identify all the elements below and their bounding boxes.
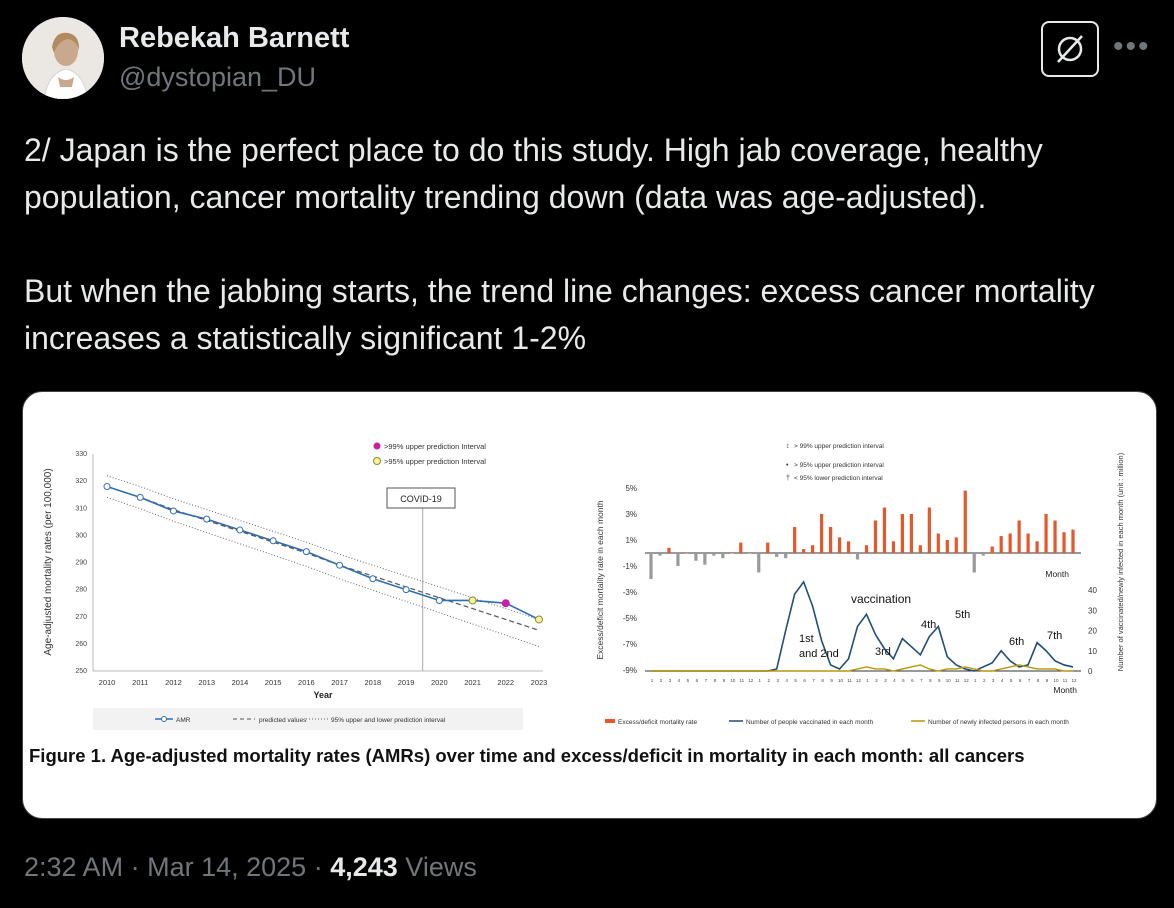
- right-month-tick: 3: [884, 678, 887, 683]
- excess-mortality-bar: [865, 545, 868, 553]
- right-month-tick: 12: [963, 678, 969, 683]
- left-xtick-label: 2015: [264, 678, 282, 687]
- excess-mortality-bar: [982, 553, 985, 556]
- left-xlabel: Year: [313, 690, 333, 700]
- right-month-tick: 11: [1062, 678, 1068, 683]
- legend-interval: 95% upper and lower prediction interval: [331, 717, 446, 724]
- excess-mortality-bar: [1027, 534, 1030, 554]
- excess-mortality-bar: [730, 553, 733, 554]
- tweet-time[interactable]: 2:32 AM: [24, 852, 124, 882]
- tweet-paragraph-2: But when the jabbing starts, the trend line changes: excess cancer mortality increases a statistically significant 1-2%: [24, 273, 1095, 356]
- tweet-text: [24, 127, 1154, 362]
- dose-label-3rd: 3rd: [875, 646, 891, 658]
- right-ylabel-right: Number of vaccinated/newly infected in each month (unit : million): [1116, 452, 1125, 672]
- right-month-tick: 5: [794, 678, 797, 683]
- amr-point: [303, 549, 309, 555]
- right-y2tick-label: 30: [1088, 606, 1097, 616]
- excess-mortality-bar: [946, 540, 949, 553]
- right-month-tick: 11: [954, 678, 960, 683]
- left-xtick-label: 2019: [397, 678, 415, 687]
- right-month-tick: 2: [767, 678, 770, 683]
- right-month-tick: 4: [677, 678, 681, 683]
- left-ytick-label: 330: [75, 451, 87, 458]
- legend-amr-marker: [162, 717, 167, 722]
- right-month-tick: 9: [938, 678, 941, 683]
- right-ytick-label: -9%: [622, 666, 637, 675]
- tweet-paragraph-1: 2/ Japan is the perfect place to do this study. High jab coverage, healthy population, cancer mortality trending down (data was age-adjusted).: [24, 132, 1043, 215]
- left-xtick-label: 2020: [430, 678, 448, 687]
- excess-mortality-bar: [829, 527, 832, 553]
- excess-mortality-bar: [757, 553, 760, 573]
- left-ytick-label: 310: [75, 505, 87, 513]
- excess-mortality-bar: [748, 553, 751, 554]
- more-icon: •••: [1113, 30, 1151, 63]
- right-ylabel-left: Excess/deficit mortality rate in each month: [595, 500, 605, 660]
- right-month-tick: 12: [1071, 678, 1077, 683]
- dose-label-4th: 4th: [921, 619, 937, 631]
- right-ytick-label: -1%: [622, 562, 637, 571]
- right-month-tick: 11: [847, 678, 852, 683]
- excess-mortality-bar: [1062, 532, 1065, 553]
- excess-mortality-bar: [685, 553, 688, 554]
- figure-image: [23, 392, 1156, 818]
- left-legend-top-1: >99% upper prediction Interval: [384, 442, 486, 451]
- right-month-tick: 7: [1027, 678, 1031, 683]
- excess-mortality-bar: [847, 541, 850, 553]
- excess-mortality-bar: [811, 545, 814, 553]
- grok-button[interactable]: [1041, 21, 1099, 77]
- amr-point: [536, 616, 543, 623]
- right-legend-top-2: > 95% upper prediction interval: [794, 462, 884, 469]
- excess-mortality-bar: [1009, 534, 1012, 554]
- right-month-tick: 1: [650, 678, 654, 683]
- amr-point: [137, 494, 143, 500]
- left-ytick-label: 250: [75, 668, 87, 675]
- amr-point: [502, 600, 509, 607]
- excess-mortality-bar: [973, 553, 976, 573]
- excess-mortality-bar: [649, 553, 652, 579]
- excess-mortality-bar: [793, 527, 796, 553]
- vaccination-label: vaccination: [851, 592, 912, 606]
- excess-mortality-bar: [694, 553, 697, 561]
- tweet-date[interactable]: Mar 14, 2025: [147, 852, 307, 882]
- right-month-tick: 9: [722, 678, 726, 683]
- right-month-tick: 6: [1018, 678, 1022, 683]
- excess-mortality-bar: [712, 553, 715, 556]
- right-month-tick: 8: [713, 678, 717, 683]
- right-month-tick: 8: [929, 678, 932, 683]
- right-month-tick: 2: [659, 678, 663, 683]
- right-month-tick: 9: [1045, 678, 1049, 683]
- left-ytick-label: 260: [75, 640, 87, 648]
- legend-vaccinated: Number of people vaccinated in each month: [746, 719, 874, 726]
- left-ytick-label: 290: [75, 559, 87, 567]
- dose-label-and-2nd: and 2nd: [799, 648, 839, 660]
- left-xtick-label: 2011: [132, 678, 149, 687]
- excess-mortality-bar: [901, 514, 904, 553]
- excess-mortality-bar: [892, 541, 895, 553]
- lower-prediction-interval: [107, 497, 539, 646]
- left-xtick-label: 2013: [198, 678, 216, 687]
- excess-mortality-bar: [739, 543, 742, 553]
- grok-icon: [1053, 32, 1087, 66]
- right-month-tick: 7: [812, 678, 815, 683]
- right-month-tick: 10: [730, 678, 736, 683]
- amr-point: [204, 516, 210, 522]
- right-month-tick: 9: [830, 678, 833, 683]
- right-month-tick: 3: [776, 678, 779, 683]
- right-month-tick: 2: [982, 678, 986, 683]
- right-month-label-top: Month: [1045, 569, 1069, 579]
- avatar[interactable]: [22, 17, 104, 99]
- tweet-media-figure[interactable]: [22, 391, 1157, 819]
- right-month-tick: 8: [821, 678, 824, 683]
- excess-mortality-bar: [820, 514, 823, 553]
- amr-point: [270, 538, 276, 544]
- right-month-tick: 4: [1000, 678, 1004, 683]
- excess-mortality-bar: [937, 534, 940, 554]
- left-chart: [43, 442, 547, 730]
- amr-point: [403, 587, 409, 593]
- left-legend-top: [374, 442, 487, 466]
- right-month-tick: 7: [704, 678, 708, 683]
- right-legend-95-glyph: •: [786, 462, 789, 469]
- right-month-tick: 5: [902, 678, 905, 683]
- right-ytick-label: 1%: [625, 536, 637, 545]
- amr-point: [337, 562, 343, 568]
- left-ytick-label: 280: [75, 586, 87, 594]
- right-month-tick: 6: [695, 678, 699, 683]
- excess-mortality-bar: [991, 547, 994, 554]
- dose-label-1st: 1st: [799, 633, 814, 645]
- views-label: Views: [405, 852, 477, 882]
- right-y2tick-label: 10: [1088, 646, 1097, 656]
- excess-mortality-bar: [703, 553, 706, 565]
- infected-line: [651, 665, 1073, 671]
- legend-99-marker: [374, 443, 381, 450]
- excess-mortality-bar: [964, 491, 967, 553]
- excess-mortality-bar: [883, 508, 886, 554]
- right-ytick-label: -5%: [622, 614, 637, 623]
- author-handle[interactable]: @dystopian_DU: [119, 62, 317, 92]
- right-legend-top-1: > 99% upper prediction interval: [794, 443, 884, 450]
- legend-95-marker: [374, 458, 381, 465]
- right-month-label-bottom: Month: [1053, 685, 1077, 695]
- left-legend-top-2: >95% upper prediction Interval: [384, 457, 486, 466]
- left-xtick-label: 2010: [98, 678, 116, 687]
- amr-point: [469, 597, 476, 604]
- right-ytick-label: -7%: [622, 640, 637, 649]
- excess-mortality-bar: [766, 543, 769, 553]
- figure-caption-box: [29, 744, 1149, 810]
- left-xtick-label: 2017: [331, 678, 348, 687]
- right-y2tick-label: 0: [1088, 667, 1093, 676]
- separator-dot: ·: [130, 852, 148, 882]
- separator-dot: ·: [313, 852, 331, 882]
- right-y2tick-label: 20: [1088, 626, 1097, 636]
- right-month-tick: 12: [748, 678, 754, 683]
- legend-amr: AMR: [176, 717, 191, 724]
- right-month-tick: 10: [838, 678, 844, 683]
- excess-mortality-bar: [856, 553, 859, 560]
- excess-mortality-bar: [802, 549, 805, 553]
- right-month-tick: 5: [686, 678, 690, 683]
- excess-mortality-bar: [1018, 521, 1021, 554]
- excess-mortality-bar: [784, 553, 787, 558]
- excess-mortality-bar: [676, 553, 679, 566]
- views-count: 4,243: [330, 852, 398, 882]
- left-xtick-label: 2016: [298, 678, 315, 687]
- legend-excess-swatch: [605, 719, 615, 723]
- excess-mortality-bar: [874, 521, 877, 554]
- right-month-tick: 3: [991, 678, 995, 683]
- left-xtick-label: 2018: [364, 678, 382, 687]
- left-ylabel: Age-adjusted mortality rates (per 100,000): [43, 468, 54, 656]
- right-month-tick: 7: [920, 678, 923, 683]
- tweet-footer: [24, 852, 477, 883]
- excess-mortality-bar: [928, 508, 931, 554]
- right-month-tick: 1: [866, 678, 869, 683]
- excess-mortality-bar: [955, 537, 958, 553]
- right-month-tick: 4: [785, 678, 788, 683]
- left-ytick-label: 300: [75, 532, 87, 540]
- amr-point: [237, 527, 243, 533]
- right-month-tick: 6: [803, 678, 806, 683]
- right-month-tick: 1: [973, 678, 977, 683]
- legend-predicted: predicted values: [259, 717, 307, 724]
- right-month-tick: 4: [893, 678, 896, 683]
- left-xtick-label: 2023: [530, 678, 548, 687]
- author-name[interactable]: Rebekah Barnett: [119, 22, 350, 54]
- right-ytick-label: 3%: [625, 510, 637, 519]
- right-y2tick-label: 40: [1088, 586, 1097, 595]
- dose-label-5th: 5th: [955, 609, 971, 621]
- legend-excess: Excess/deficit mortality rate: [618, 719, 698, 726]
- amr-point: [104, 484, 110, 490]
- excess-mortality-bar: [1035, 541, 1038, 553]
- right-month-tick: 10: [1053, 678, 1059, 683]
- left-xtick-label: 2022: [497, 678, 515, 687]
- right-month-tick: 2: [875, 678, 878, 683]
- right-month-tick: 8: [1036, 678, 1040, 683]
- right-legend-bottom: [605, 719, 1069, 726]
- right-month-tick: 10: [945, 678, 951, 683]
- excess-mortality-bar: [1053, 521, 1056, 554]
- right-month-tick: 5: [1009, 678, 1013, 683]
- excess-mortality-bar: [919, 545, 922, 553]
- legend-infected: Number of newly infected persons in each month: [928, 719, 1069, 726]
- right-legend-low-glyph: †: [786, 475, 790, 482]
- left-ytick-label: 320: [75, 478, 87, 486]
- excess-mortality-bar: [1044, 514, 1047, 553]
- right-ytick-label: -3%: [622, 588, 637, 597]
- left-xtick-label: 2012: [165, 678, 182, 687]
- left-ytick-label: 270: [75, 613, 87, 621]
- more-button[interactable]: [1113, 30, 1151, 64]
- excess-mortality-bar: [1000, 536, 1003, 553]
- excess-mortality-bar: [658, 553, 661, 556]
- right-ytick-label: 5%: [625, 484, 637, 493]
- right-month-tick: 1: [758, 678, 762, 683]
- right-month-tick: 3: [668, 678, 672, 683]
- excess-mortality-bar: [1071, 530, 1074, 553]
- right-month-tick: 12: [856, 678, 862, 683]
- excess-mortality-bar: [775, 553, 778, 557]
- amr-point: [170, 508, 176, 514]
- right-chart: [595, 443, 1125, 726]
- excess-mortality-bar: [667, 548, 670, 553]
- excess-mortality-bar: [838, 537, 841, 553]
- excess-mortality-bar: [910, 514, 913, 553]
- dose-label-7th: 7th: [1047, 630, 1063, 642]
- amr-point: [370, 576, 376, 582]
- dose-label-6th: 6th: [1009, 636, 1025, 648]
- amr-point: [436, 597, 442, 603]
- right-legend-top-3: < 95% lower prediction interval: [794, 475, 883, 482]
- right-legend-99-glyph: ↕: [786, 443, 790, 450]
- avatar-image: [22, 17, 104, 99]
- left-xtick-label: 2021: [464, 678, 481, 687]
- right-legend-top: [786, 443, 884, 482]
- excess-mortality-bar: [721, 553, 724, 558]
- left-xtick-label: 2014: [231, 678, 249, 687]
- right-month-tick: 11: [739, 678, 745, 683]
- right-month-tick: 6: [911, 678, 914, 683]
- figure-caption: Figure 1. Age-adjusted mortality rates (AMRs) over time and excess/deficit in mortality in each month: all cancers: [29, 745, 1025, 766]
- covid-label: COVID-19: [400, 494, 442, 504]
